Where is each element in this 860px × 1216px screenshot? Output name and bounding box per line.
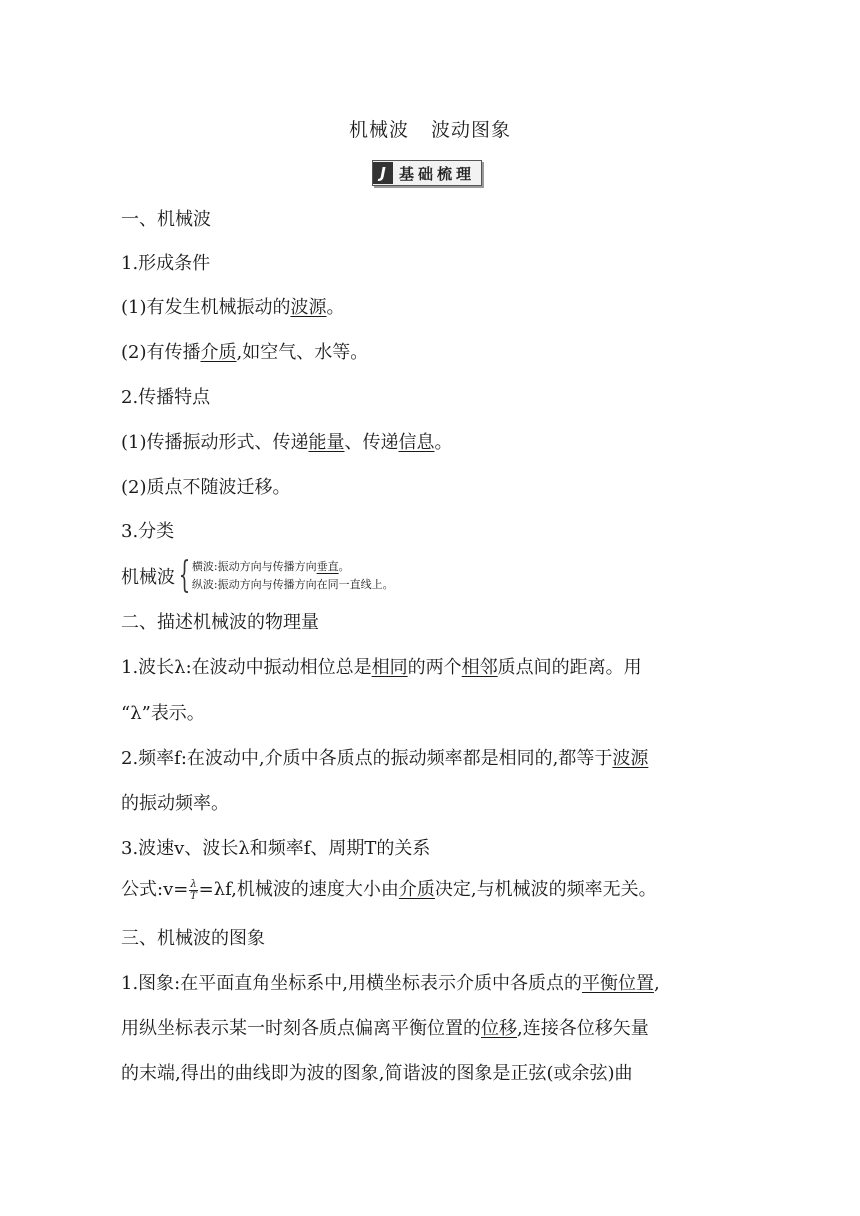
j-badge-icon: J bbox=[373, 162, 393, 184]
answer-equilibrium-position: 平衡位置 bbox=[581, 973, 654, 994]
badge-label: 基础梳理 bbox=[399, 164, 476, 183]
condition-2: (2)有传播介质,如空气、水等。 bbox=[121, 342, 369, 363]
frequency-def: 2.频率f:在波动中,介质中各质点的振动频率都是相同的,都等于波源 bbox=[121, 748, 649, 769]
item-propagation-features: 2.传播特点 bbox=[121, 387, 211, 408]
section-badge bbox=[372, 160, 482, 186]
lambda-over-t-fraction: $\frac{\lambda}{T}$ bbox=[190, 878, 197, 902]
wavelength-def: 1.波长λ:在波动中振动相位总是相同的两个相邻质点间的距离。用 bbox=[121, 657, 642, 678]
title-part-2: 波动图象 bbox=[431, 119, 512, 141]
graph-def-3: 的末端,得出的曲线即为波的图象,简谐波的图象是正弦(或余弦)曲 bbox=[121, 1063, 633, 1084]
answer-wave-source: 波源 bbox=[290, 297, 327, 318]
feature-2: (2)质点不随波迁移。 bbox=[121, 477, 291, 498]
item-classification: 3.分类 bbox=[121, 521, 175, 542]
transverse-wave: 横波:振动方向与传播方向垂直。 bbox=[191, 560, 350, 573]
wavelength-def-cont: “λ”表示。 bbox=[121, 703, 205, 724]
heading-mechanical-wave: 一、机械波 bbox=[121, 209, 211, 230]
answer-medium-2: 介质 bbox=[398, 879, 435, 900]
classification-items bbox=[192, 558, 394, 594]
feature-1: (1)传播振动形式、传递能量、传递信息。 bbox=[121, 432, 453, 453]
condition-1: (1)有发生机械振动的波源。 bbox=[121, 297, 345, 318]
answer-energy: 能量 bbox=[308, 432, 345, 453]
graph-def-1: 1.图象:在平面直角坐标系中,用横坐标表示介质中各质点的平衡位置, bbox=[121, 973, 660, 994]
classification-brace bbox=[121, 556, 394, 596]
answer-adjacent: 相邻 bbox=[461, 657, 498, 678]
longitudinal-wave: 纵波:振动方向与传播方向在同一直线上。 bbox=[191, 578, 394, 591]
graph-def-2: 用纵坐标表示某一时刻各质点偏离平衡位置的位移,连接各位移矢量 bbox=[121, 1018, 649, 1039]
brace-icon: { bbox=[178, 555, 191, 596]
answer-wave-source-2: 波源 bbox=[612, 748, 649, 769]
classification-label: 机械波 bbox=[121, 567, 175, 588]
formula-line: 公式:v= $\frac{\lambda}{T}$ =λf,机械波的速度大小由介质决定,与机械波的频率无关。 bbox=[121, 878, 657, 902]
page-title bbox=[0, 115, 860, 142]
answer-medium: 介质 bbox=[200, 342, 237, 363]
frequency-def-cont: 的振动频率。 bbox=[121, 793, 229, 814]
answer-information: 信息 bbox=[398, 432, 435, 453]
heading-wave-graph: 三、机械波的图象 bbox=[121, 928, 265, 949]
speed-relation: 3.波速v、波长λ和频率f、周期T的关系 bbox=[121, 838, 431, 859]
title-part-1: 机械波 bbox=[348, 119, 409, 141]
item-formation-conditions: 1.形成条件 bbox=[121, 253, 211, 274]
heading-physical-quantities: 二、描述机械波的物理量 bbox=[121, 612, 319, 633]
answer-same: 相同 bbox=[371, 657, 408, 678]
answer-displacement: 位移 bbox=[481, 1018, 517, 1039]
